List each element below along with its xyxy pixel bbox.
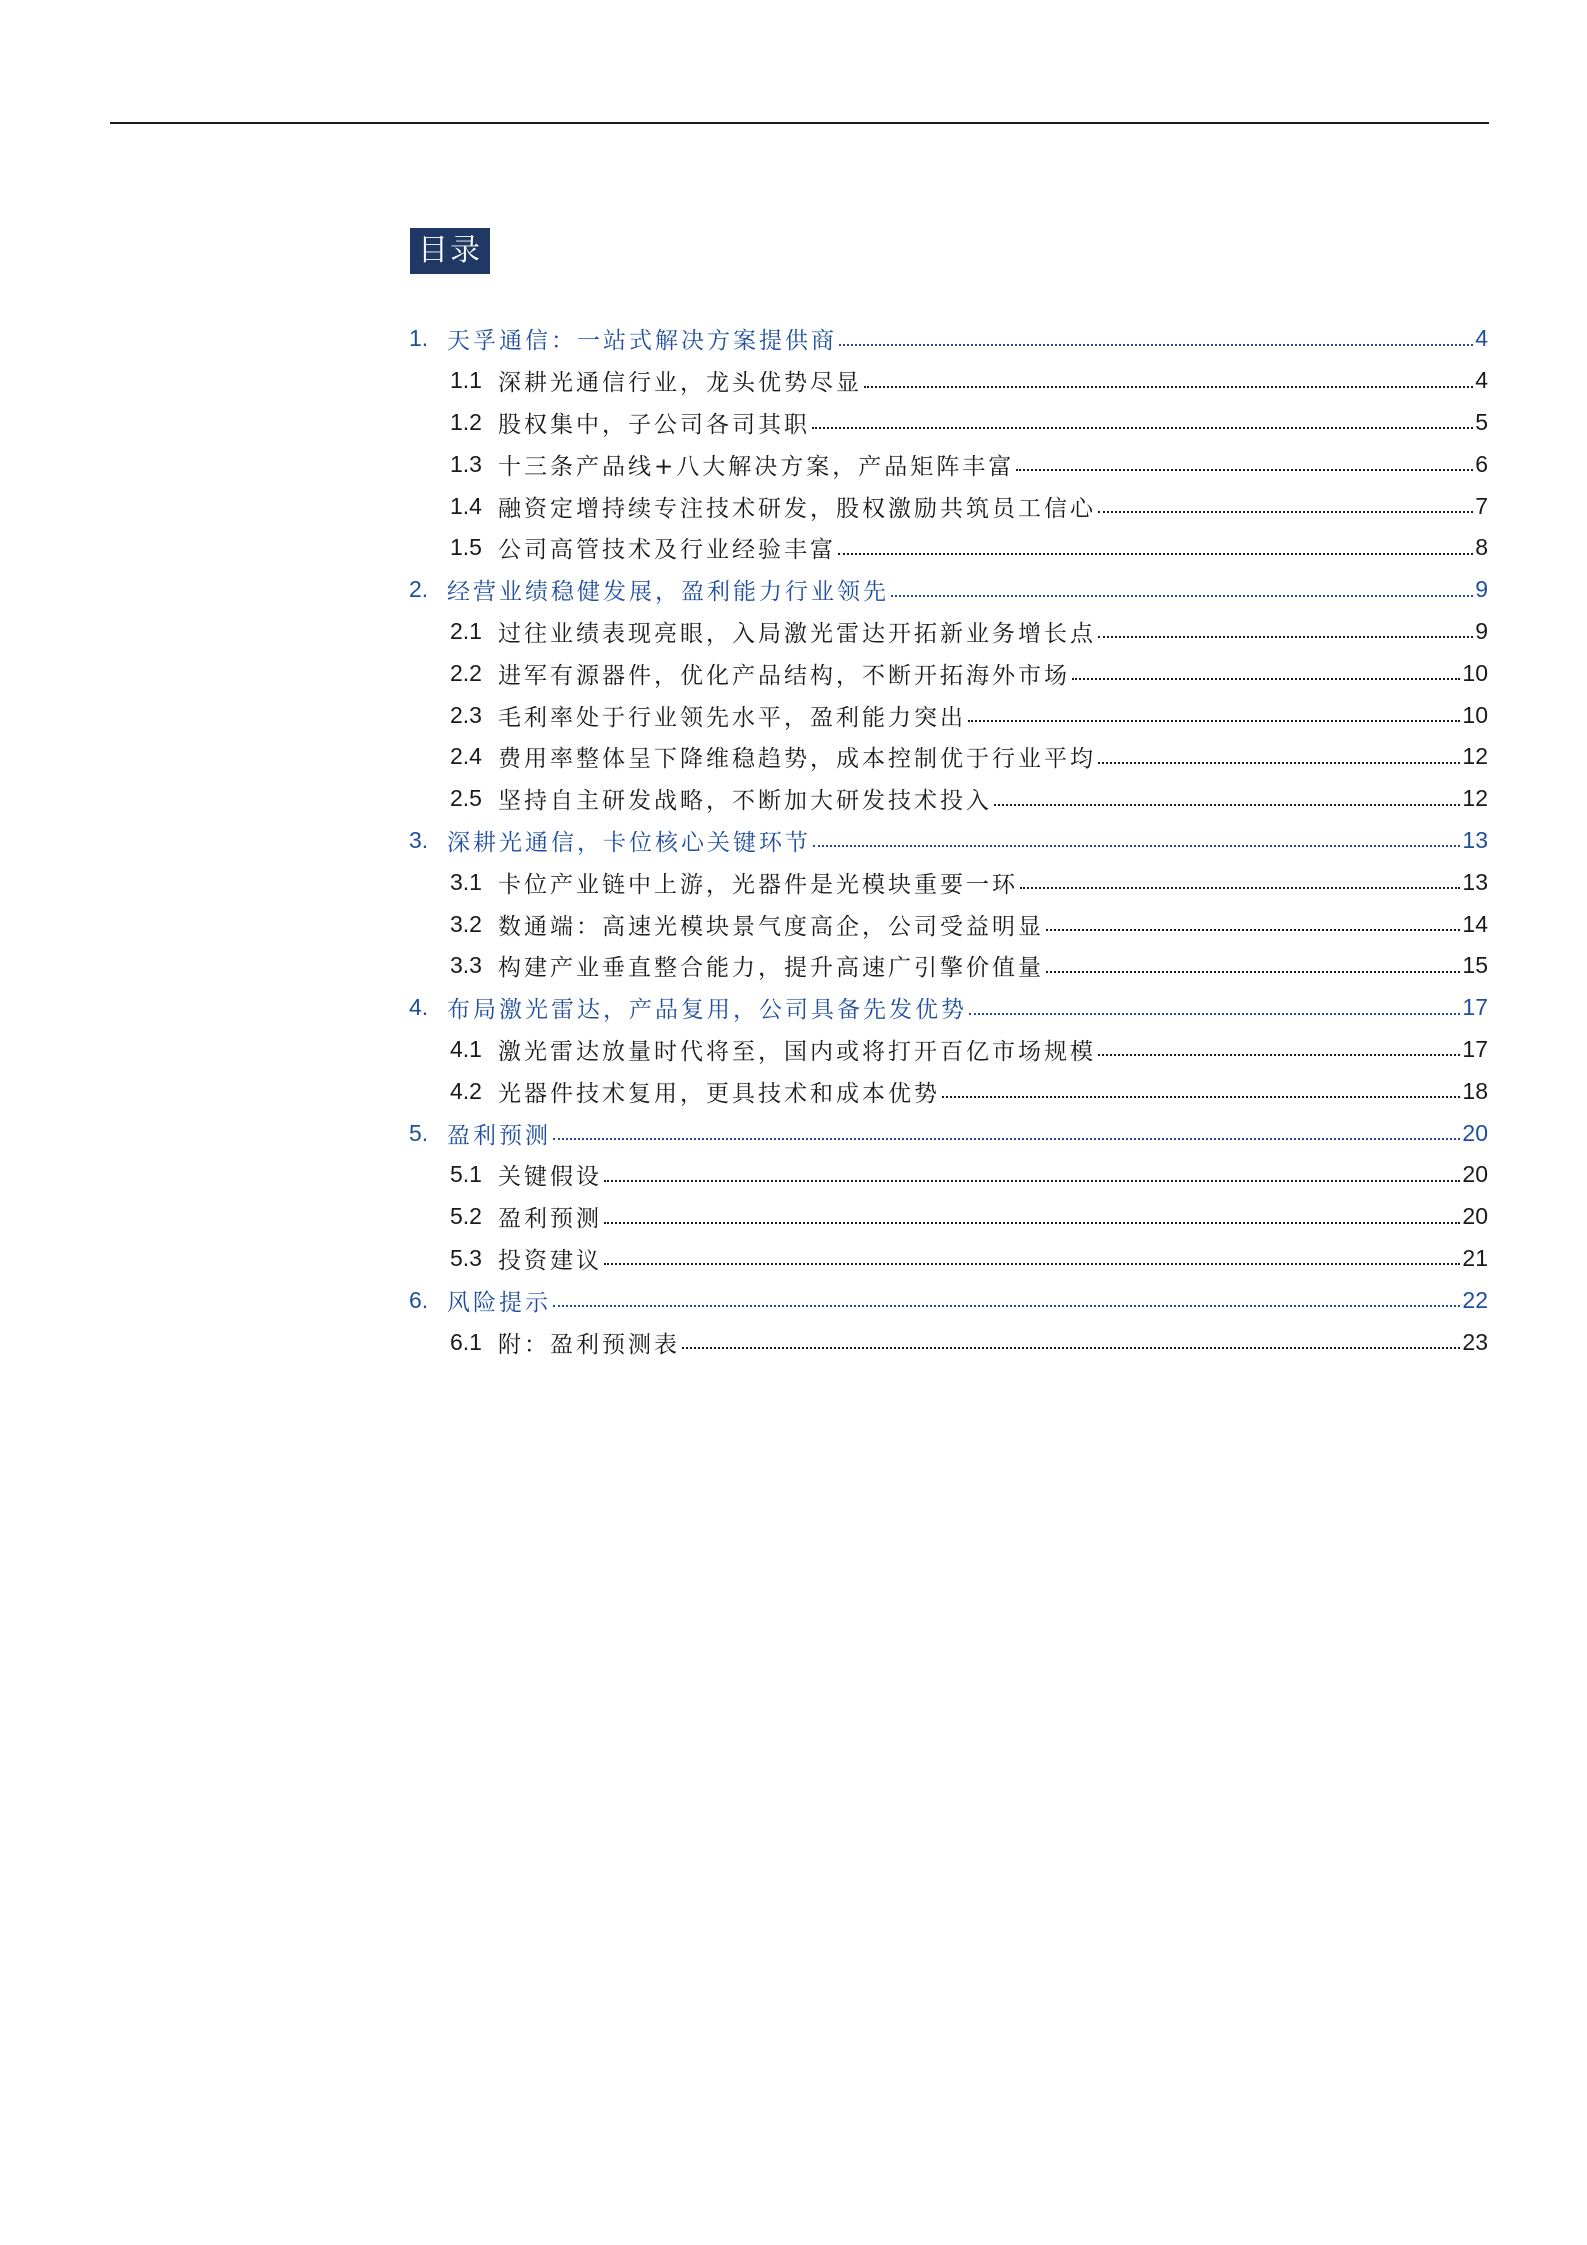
toc-entry-title: 布局激光雷达，产品复用，公司具备先发优势 [447,997,967,1024]
toc-entry-number: 1.3 [450,450,482,477]
toc-subsection-entry[interactable] [409,527,1488,569]
toc-subsection-entry[interactable] [409,778,1488,820]
toc-section-entry[interactable] [409,1112,1488,1154]
toc-entry-title: 构建产业垂直整合能力，提升高速广引擎价值量 [498,955,1044,982]
toc-page-number: 4 [1475,367,1488,394]
toc-entry-number: 1.1 [450,367,482,394]
toc-section-entry[interactable] [409,569,1488,611]
toc-dot-leader [968,720,1460,722]
toc-entry-number: 1. [409,325,429,352]
toc-subsection-entry[interactable] [409,360,1488,402]
toc-section-entry[interactable] [409,1279,1488,1321]
toc-entry-title: 十三条产品线+八大解决方案，产品矩阵丰富 [498,453,1015,480]
toc-entry-number: 2.4 [450,743,482,770]
toc-page-number: 5 [1475,408,1488,435]
toc-entry-number: 1.2 [450,408,482,435]
toc-subsection-entry[interactable] [409,1029,1488,1071]
toc-entry-number: 1.4 [450,492,482,519]
toc-entry-number: 3. [409,826,429,853]
toc-dot-leader [813,845,1460,847]
toc-entry-title: 深耕光通信行业，龙头优势尽显 [498,370,862,397]
toc-page-number: 8 [1475,534,1488,561]
toc-entry-title: 盈利预测 [498,1206,602,1233]
toc-dot-leader [604,1263,1460,1265]
toc-page-number: 13 [1462,868,1488,895]
toc-dot-leader [942,1096,1460,1098]
toc-dot-leader [864,386,1473,388]
toc-subsection-entry[interactable] [409,1196,1488,1238]
toc-section-entry[interactable] [409,987,1488,1029]
toc-page-number: 17 [1462,1035,1488,1062]
toc-dot-leader [1098,762,1460,764]
toc-entry-title: 费用率整体呈下降维稳趋势，成本控制优于行业平均 [498,746,1096,773]
toc-entry-title: 风险提示 [447,1289,551,1316]
toc-page-number: 15 [1462,952,1488,979]
toc-entry-number: 5.2 [450,1203,482,1230]
toc-entry-number: 4.2 [450,1077,482,1104]
toc-dot-leader [682,1347,1460,1349]
toc-dot-leader [604,1180,1460,1182]
toc-page-number: 12 [1462,785,1488,812]
toc-dot-leader [1016,469,1473,471]
toc-entry-title: 盈利预测 [447,1122,551,1149]
toc-dot-leader [1098,1054,1460,1056]
toc-entry-title: 激光雷达放量时代将至，国内或将打开百亿市场规模 [498,1038,1096,1065]
toc-section-entry[interactable] [409,820,1488,862]
toc-subsection-entry[interactable] [409,443,1488,485]
toc-page-number: 13 [1462,826,1488,853]
toc-entry-number: 4.1 [450,1035,482,1062]
toc-subsection-entry[interactable] [409,1154,1488,1196]
toc-dot-leader [1046,971,1460,973]
toc-dot-leader [553,1138,1460,1140]
toc-dot-leader [604,1222,1460,1224]
toc-entry-number: 2.3 [450,701,482,728]
toc-entry-title: 经营业绩稳健发展，盈利能力行业领先 [447,579,889,606]
toc-page-number: 21 [1462,1244,1488,1271]
toc-entry-number: 2.5 [450,785,482,812]
toc-entry-number: 3.1 [450,868,482,895]
toc-page-number: 22 [1462,1286,1488,1313]
toc-entry-title: 投资建议 [498,1247,602,1274]
toc-entry-number: 5. [409,1119,429,1146]
toc-subsection-entry[interactable] [409,402,1488,444]
toc-entry-title: 附：盈利预测表 [498,1331,680,1358]
toc-subsection-entry[interactable] [409,694,1488,736]
toc-entry-number: 5.1 [450,1161,482,1188]
toc-page-number: 6 [1475,450,1488,477]
toc-subsection-entry[interactable] [409,945,1488,987]
toc-entry-title: 公司高管技术及行业经验丰富 [498,537,836,564]
toc-entry-title: 坚持自主研发战略，不断加大研发技术投入 [498,788,992,815]
toc-dot-leader [553,1305,1460,1307]
toc-entry-number: 2.2 [450,659,482,686]
toc-entry-title: 关键假设 [498,1164,602,1191]
toc-page-number: 12 [1462,743,1488,770]
toc-dot-leader [838,553,1473,555]
toc-subsection-entry[interactable] [409,652,1488,694]
toc-entry-title: 进军有源器件，优化产品结构，不断开拓海外市场 [498,662,1070,689]
toc-entry-title: 光器件技术复用，更具技术和成本优势 [498,1080,940,1107]
toc-page-number: 20 [1462,1161,1488,1188]
toc-entry-title: 毛利率处于行业领先水平，盈利能力突出 [498,704,966,731]
toc-entry-number: 6.1 [450,1328,482,1355]
toc-entry-number: 3.2 [450,910,482,937]
toc-section-entry[interactable] [409,318,1488,360]
toc-page-number: 20 [1462,1203,1488,1230]
toc-subsection-entry[interactable] [409,736,1488,778]
toc-page-number: 14 [1462,910,1488,937]
toc-entry-number: 2.1 [450,617,482,644]
toc-entry-number: 5.3 [450,1244,482,1271]
toc-entry-number: 3.3 [450,952,482,979]
toc-entry-title: 深耕光通信，卡位核心关键环节 [447,829,811,856]
toc-entry-title: 过往业绩表现亮眼，入局激光雷达开拓新业务增长点 [498,620,1096,647]
toc-entry-number: 2. [409,576,429,603]
toc-dot-leader [812,427,1473,429]
toc-title: 目录 [410,228,490,274]
toc-subsection-entry[interactable] [409,1321,1488,1363]
toc-dot-leader [994,804,1460,806]
toc-entry-number: 6. [409,1286,429,1313]
toc-dot-leader [1098,511,1473,513]
toc-entry-number: 1.5 [450,534,482,561]
toc-dot-leader [1046,929,1460,931]
toc-page-number: 10 [1462,701,1488,728]
toc-entry-title: 数通端：高速光模块景气度高企，公司受益明显 [498,913,1044,940]
toc-subsection-entry[interactable] [409,611,1488,653]
toc-page-number: 9 [1475,617,1488,644]
toc-entry-title: 股权集中，子公司各司其职 [498,411,810,438]
toc-subsection-entry[interactable] [409,485,1488,527]
toc-subsection-entry[interactable] [409,1070,1488,1112]
toc-dot-leader [839,344,1473,346]
toc-page-number: 7 [1475,492,1488,519]
toc-entry-number: 4. [409,994,429,1021]
toc-dot-leader [891,595,1473,597]
toc-subsection-entry[interactable] [409,861,1488,903]
toc-entry-title: 卡位产业链中上游，光器件是光模块重要一环 [498,871,1018,898]
toc-page-number: 9 [1475,576,1488,603]
toc-dot-leader [969,1013,1460,1015]
toc-dot-leader [1072,678,1460,680]
toc-page-number: 10 [1462,659,1488,686]
toc-subsection-entry[interactable] [409,903,1488,945]
toc-page-number: 4 [1475,325,1488,352]
toc-page-number: 17 [1462,994,1488,1021]
header-rule [110,122,1489,124]
toc-page-number: 23 [1462,1328,1488,1355]
toc-entry-title: 天孚通信：一站式解决方案提供商 [447,328,837,355]
toc-subsection-entry[interactable] [409,1238,1488,1280]
toc-dot-leader [1098,636,1473,638]
toc-entry-title: 融资定增持续专注技术研发，股权激励共筑员工信心 [498,495,1096,522]
toc-dot-leader [1020,887,1460,889]
toc-page-number: 18 [1462,1077,1488,1104]
table-of-contents [409,318,1488,1363]
toc-page-number: 20 [1462,1119,1488,1146]
